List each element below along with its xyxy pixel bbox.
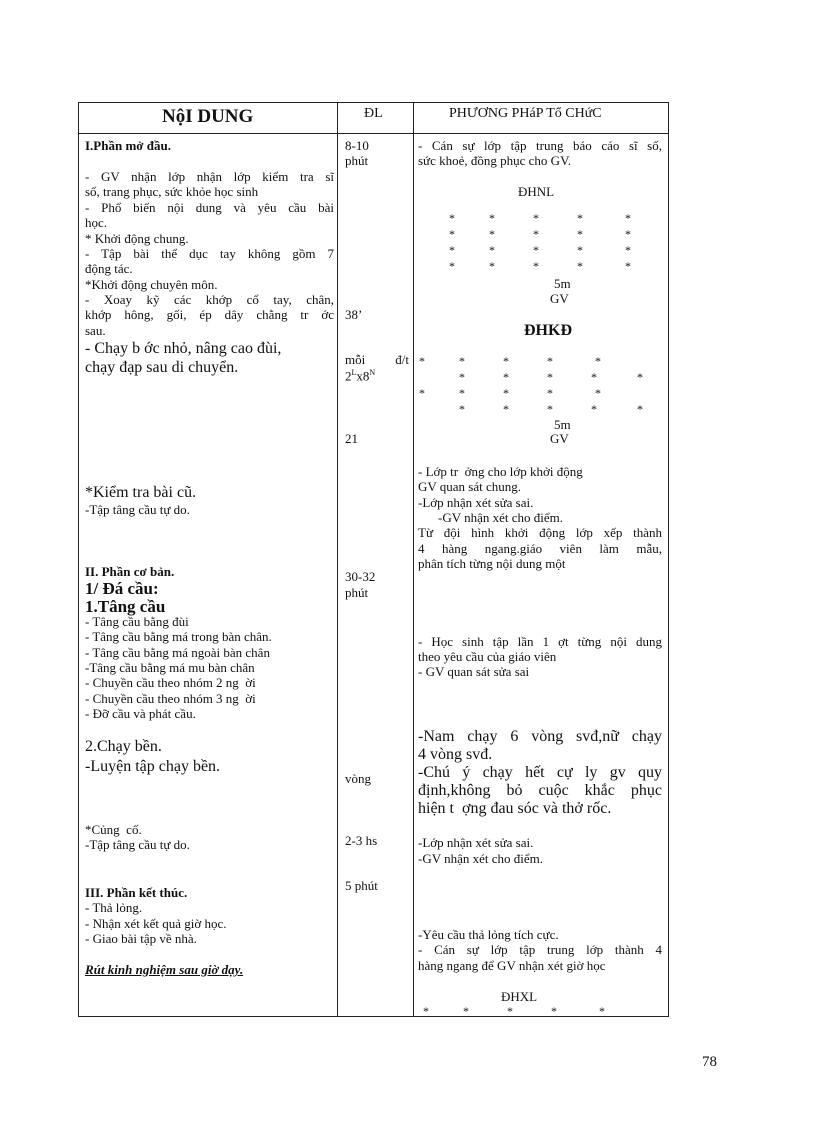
student-mark: * [533, 243, 539, 257]
method-line: GV quan sát chung. [418, 479, 522, 494]
dosage-value: 2-3 hs [345, 833, 378, 848]
method-line: sức khoẻ, đồng phục cho GV. [418, 153, 572, 168]
student-mark: * [533, 259, 539, 273]
content-line: - Phổ biến nội dung và yêu cầu bài [85, 200, 334, 215]
content-line: - Tâng cầu bằng má ngoài bàn chân [85, 645, 270, 660]
method-line: - Cán sự lớp tập trung lớp thành 4 [418, 942, 662, 957]
page-number: 78 [702, 1054, 717, 1070]
student-mark: * [551, 1004, 557, 1018]
method-line: -GV nhận xét cho điểm. [418, 851, 544, 866]
student-mark: * [625, 243, 631, 257]
method-line: - GV quan sát sửa sai [418, 664, 530, 679]
method-line: hàng ngang để GV nhận xét giờ học [418, 958, 606, 973]
formation-teacher: GV [550, 291, 569, 306]
part2-subtitle: 1.Tâng cầu [85, 597, 166, 616]
dosage-value: 5 phút [345, 878, 378, 893]
content-line: - GV nhận lớp nhận lớp kiểm tra sĩ [85, 169, 334, 184]
student-mark: * [507, 1004, 513, 1018]
student-mark: * [577, 211, 583, 225]
formation-distance: 5m [554, 276, 571, 291]
method-line: - Lớp tr ởng cho lớp khởi động [418, 464, 583, 479]
student-mark: * [599, 1004, 605, 1018]
content-line: sau. [85, 323, 106, 338]
method-line: -Nam chạy 6 vòng svđ,nữ chạy [418, 728, 662, 745]
student-mark: * [547, 370, 553, 384]
student-mark: * [449, 243, 455, 257]
student-mark: * [503, 386, 509, 400]
dosage-value: vòng [345, 771, 371, 786]
content-line: - Đỡ cầu và phát cầu. [85, 706, 196, 721]
student-mark: * [533, 211, 539, 225]
student-mark: * [459, 370, 465, 384]
method-line: định,không bỏ cuộc khắc phục [418, 782, 662, 799]
method-line: theo yêu cầu của giáo viên [418, 649, 557, 664]
formation-teacher: GV [550, 431, 569, 446]
run-title: 2.Chạy bền. [85, 738, 162, 755]
header-dosage: ĐL [364, 106, 383, 121]
column-divider [413, 103, 414, 1016]
student-mark: * [503, 370, 509, 384]
student-mark: * [449, 259, 455, 273]
column-divider [337, 103, 338, 1016]
method-line: - Cán sự lớp tập trung báo cáo sĩ số, [418, 138, 662, 153]
student-mark: * [449, 227, 455, 241]
method-line: 4 hàng ngang.giáo viên làm mẫu, [418, 541, 662, 556]
content-line: - Chuyền cầu theo nhóm 2 ng ời [85, 675, 256, 690]
content-line: - Tâng cầu bằng đùi [85, 614, 189, 629]
student-mark: * [577, 227, 583, 241]
method-line: -Lớp nhận xét sửa sai. [418, 835, 534, 850]
part2-subtitle: 1/ Đá cầu: [85, 579, 159, 598]
dosage-value: 38’ [345, 307, 363, 322]
formation-title: ĐHXL [501, 989, 538, 1004]
content-line: động tác. [85, 261, 133, 276]
formation-title: ĐHNL [518, 184, 555, 199]
student-mark: * [577, 243, 583, 257]
method-line: 4 vòng svđ. [418, 746, 493, 763]
method-line: -GV nhận xét cho điểm. [438, 510, 564, 525]
student-mark: * [449, 211, 455, 225]
student-mark: * [489, 243, 495, 257]
content-line: * Khởi động chung. [85, 231, 189, 246]
dosage-value: 21 [345, 431, 358, 446]
content-line: chạy đạp sau di chuyển. [85, 359, 239, 376]
consolidation-title: *Củng cố. [85, 822, 142, 837]
dosage-value: 30-32 [345, 569, 376, 584]
student-mark: * [503, 354, 509, 368]
student-mark: * [459, 354, 465, 368]
header-divider [79, 133, 668, 134]
content-line: -Tâng cầu bằng má mu bàn chân [85, 660, 255, 675]
student-mark: * [489, 227, 495, 241]
content-line: -Luyện tập chạy bền. [85, 758, 221, 775]
method-line: -Chú ý chạy hết cự ly gv quy [418, 764, 662, 781]
student-mark: * [595, 386, 601, 400]
student-mark: * [419, 354, 425, 368]
method-line: Từ đội hình khởi động lớp xếp thành [418, 525, 662, 540]
student-mark: * [625, 259, 631, 273]
part2-title: II. Phần cơ bản. [85, 564, 175, 579]
dosage-value: phút [345, 153, 369, 168]
part1-title: I.Phần mở đầu. [85, 138, 171, 153]
dosage-value: phút [345, 585, 369, 600]
student-mark: * [577, 259, 583, 273]
reflection-note: Rút kinh nghiệm sau giờ dạy. [85, 962, 244, 977]
content-line: khớp hông, gối, ép dây chằng tr ớc [85, 307, 334, 322]
content-line: - Giao bài tập về nhà. [85, 931, 197, 946]
dosage-value: mỗi đ/t [345, 352, 409, 367]
student-mark: * [625, 211, 631, 225]
student-mark: * [591, 402, 597, 416]
content-line: học. [85, 215, 108, 230]
method-line: - Học sinh tập lần 1 ợt từng nội dung [418, 634, 662, 649]
content-line: - Tâng cầu bằng má trong bàn chân. [85, 629, 272, 644]
student-mark: * [591, 370, 597, 384]
content-line: - Tập bài thể dục tay không gồm 7 [85, 246, 334, 261]
check-title: *Kiểm tra bài cũ. [85, 484, 197, 501]
content-line: -Tập tâng cầu tự do. [85, 837, 190, 852]
student-mark: * [503, 402, 509, 416]
content-line: số, trang phục, sức khỏe học sinh [85, 184, 259, 199]
content-line: - Chuyền cầu theo nhóm 3 ng ời [85, 691, 256, 706]
dosage-value: $2^Lx8^N$ [345, 368, 376, 384]
part3-title: III. Phần kết thúc. [85, 885, 188, 900]
content-line: - Thả lỏng. [85, 900, 143, 915]
content-line: - Chạy b ớc nhỏ, nâng cao đùi, [85, 340, 282, 357]
content-line: *Khởi động chuyên môn. [85, 277, 218, 292]
student-mark: * [533, 227, 539, 241]
student-mark: * [419, 386, 425, 400]
student-mark: * [637, 370, 643, 384]
student-mark: * [547, 386, 553, 400]
student-mark: * [459, 386, 465, 400]
student-mark: * [423, 1004, 429, 1018]
formation-distance: 5m [554, 417, 571, 432]
header-content: NộI DUNG [162, 106, 254, 127]
student-mark: * [463, 1004, 469, 1018]
content-line: - Xoay kỹ các khớp cổ tay, chân, [85, 292, 334, 307]
method-line: hiện t ợng đau sóc và thở rốc. [418, 800, 612, 817]
dosage-value: 8-10 [345, 138, 369, 153]
student-mark: * [489, 259, 495, 273]
student-mark: * [625, 227, 631, 241]
student-mark: * [489, 211, 495, 225]
content-line: -Tập tâng cầu tự do. [85, 502, 190, 517]
method-line: -Lớp nhận xét sửa sai. [418, 495, 534, 510]
student-mark: * [459, 402, 465, 416]
method-line: phân tích từng nội dung một [418, 556, 566, 571]
formation-title: ĐHKĐ [524, 322, 572, 339]
method-line: -Yêu cầu thả lỏng tích cực. [418, 927, 559, 942]
student-mark: * [547, 354, 553, 368]
student-mark: * [637, 402, 643, 416]
student-mark: * [595, 354, 601, 368]
content-line: - Nhận xét kết quả giờ học. [85, 916, 227, 931]
student-mark: * [547, 402, 553, 416]
header-method: PHƯƠNG PHáP Tổ CHứC [449, 106, 602, 121]
